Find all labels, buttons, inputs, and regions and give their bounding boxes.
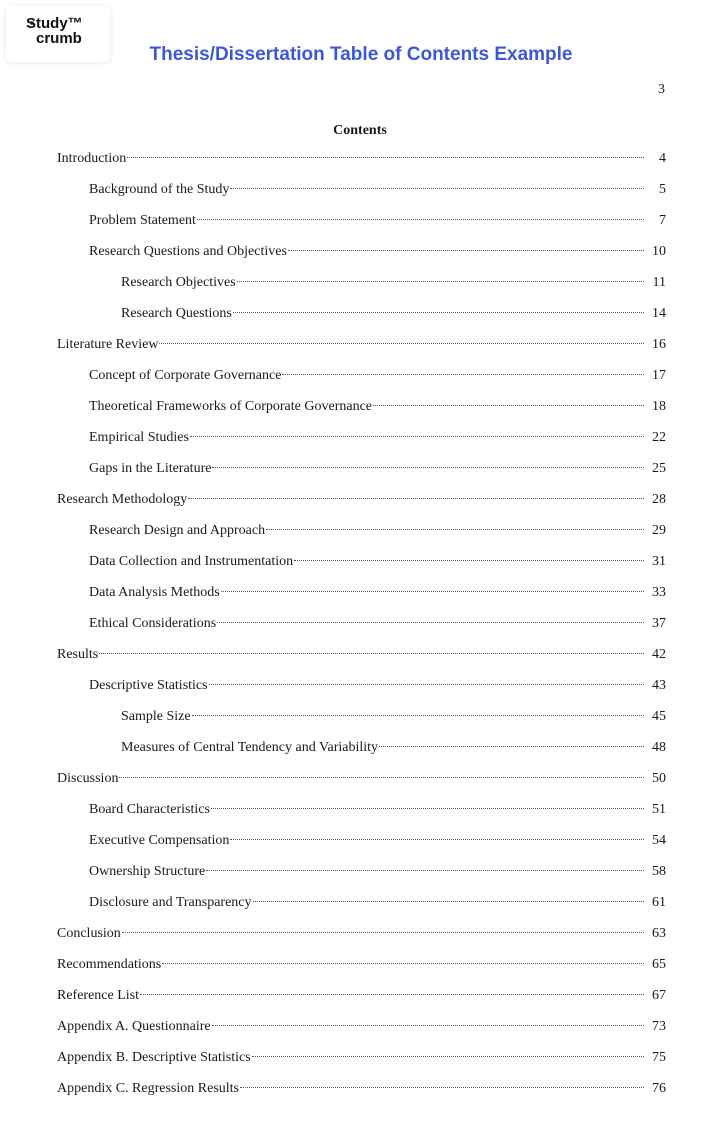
toc-dot-leader — [240, 1087, 644, 1088]
toc-entry-title: Sample Size — [121, 709, 191, 724]
toc-entry-title: Concept of Corporate Governance — [89, 368, 282, 383]
toc-entry-title: Executive Compensation — [89, 833, 230, 848]
toc-entry[interactable] — [57, 769, 666, 800]
toc-dot-leader — [159, 343, 644, 344]
toc-dot-leader — [266, 529, 644, 530]
toc-entry-title: Ownership Structure — [89, 864, 206, 879]
toc-dot-leader — [230, 839, 644, 840]
toc-dot-leader — [212, 467, 644, 468]
toc-entry-page: 45 — [652, 709, 666, 724]
toc-dot-leader — [192, 715, 644, 716]
toc-dot-leader — [379, 746, 644, 747]
toc-entry-title: Reference List — [57, 988, 140, 1003]
toc-entry-page: 31 — [652, 554, 666, 569]
toc-dot-leader — [288, 250, 644, 251]
toc-entry-title: Research Objectives — [121, 275, 236, 290]
toc-entry[interactable] — [57, 459, 666, 490]
toc-entry[interactable] — [57, 304, 666, 335]
toc-entry[interactable] — [57, 149, 666, 180]
toc-entry[interactable] — [57, 862, 666, 893]
toc-dot-leader — [217, 622, 644, 623]
logo-text — [26, 16, 83, 46]
toc-entry-title: Recommendations — [57, 957, 162, 972]
toc-dot-leader — [294, 560, 644, 561]
toc-entry[interactable] — [57, 645, 666, 676]
toc-entry-title: Research Methodology — [57, 492, 188, 507]
toc-dot-leader — [197, 219, 644, 220]
toc-entry-page: 16 — [652, 337, 666, 352]
toc-entry-page: 58 — [652, 864, 666, 879]
toc-entry-page: 61 — [652, 895, 666, 910]
toc-entry-page: 29 — [652, 523, 666, 538]
toc-entry-title: Descriptive Statistics — [89, 678, 208, 693]
toc-entry-title: Appendix B. Descriptive Statistics — [57, 1050, 251, 1065]
toc-entry[interactable] — [57, 893, 666, 924]
toc-entry-title: Ethical Considerations — [89, 616, 217, 631]
logo-line-2: crumb — [36, 30, 82, 47]
toc-entry[interactable] — [57, 955, 666, 986]
toc-entry-page: 25 — [652, 461, 666, 476]
toc-entry-title: Discussion — [57, 771, 119, 786]
toc-entry-title: Board Characteristics — [89, 802, 210, 817]
toc-dot-leader — [221, 591, 644, 592]
toc-entry-title: Theoretical Frameworks of Corporate Governance — [89, 399, 372, 414]
toc-entry[interactable] — [57, 490, 666, 521]
toc-entry[interactable] — [57, 397, 666, 428]
toc-entry[interactable] — [57, 1048, 666, 1079]
toc-entry[interactable] — [57, 211, 666, 242]
toc-dot-leader — [122, 932, 644, 933]
toc-entry-page: 4 — [659, 151, 666, 166]
toc-dot-leader — [253, 901, 644, 902]
toc-dot-leader — [230, 188, 644, 189]
toc-entry-title: Gaps in the Literature — [89, 461, 212, 476]
toc-entry[interactable] — [57, 428, 666, 459]
toc-entry-page: 65 — [652, 957, 666, 972]
toc-entry-title: Research Questions and Objectives — [89, 244, 287, 259]
toc-entry-title: Appendix C. Regression Results — [57, 1081, 239, 1096]
toc-entry[interactable] — [57, 800, 666, 831]
toc-entry-title: Background of the Study — [89, 182, 230, 197]
toc-entry[interactable] — [57, 986, 666, 1017]
toc-entry-page: 48 — [652, 740, 666, 755]
toc-dot-leader — [99, 653, 644, 654]
toc-entry[interactable] — [57, 924, 666, 955]
toc-entry[interactable] — [57, 1079, 666, 1110]
toc-entry[interactable] — [57, 707, 666, 738]
toc-entry-page: 51 — [652, 802, 666, 817]
toc-entry-title: Empirical Studies — [89, 430, 189, 445]
toc-entry-title: Disclosure and Transparency — [89, 895, 252, 910]
toc-entry-page: 5 — [659, 182, 666, 197]
toc-entry-page: 37 — [652, 616, 666, 631]
toc-entry[interactable] — [57, 335, 666, 366]
toc-entry[interactable] — [57, 242, 666, 273]
toc-entry[interactable] — [57, 1017, 666, 1048]
toc-dot-leader — [373, 405, 644, 406]
toc-entry-page: 18 — [652, 399, 666, 414]
toc-entry-title: Results — [57, 647, 99, 662]
toc-entry-page: 11 — [652, 275, 666, 290]
toc-entry-title: Introduction — [57, 151, 127, 166]
toc-dot-leader — [282, 374, 644, 375]
toc-entry[interactable] — [57, 738, 666, 769]
toc-entry-title: Data Analysis Methods — [89, 585, 220, 600]
page-heading: Thesis/Dissertation Table of Contents Example — [149, 44, 573, 65]
toc-dot-leader — [233, 312, 644, 313]
toc-dot-leader — [252, 1056, 644, 1057]
toc-entry-page: 63 — [652, 926, 666, 941]
toc-dot-leader — [140, 994, 644, 995]
toc-entry[interactable] — [57, 366, 666, 397]
toc-dot-leader — [206, 870, 644, 871]
toc-dot-leader — [127, 157, 644, 158]
toc-entry-title: Measures of Central Tendency and Variability — [121, 740, 379, 755]
toc-dot-leader — [119, 777, 644, 778]
toc-entry-page: 10 — [652, 244, 666, 259]
toc-entry-title: Problem Statement — [89, 213, 196, 228]
table-of-contents — [57, 149, 666, 1110]
toc-dot-leader — [162, 963, 644, 964]
toc-entry-page: 75 — [652, 1050, 666, 1065]
toc-entry-page: 28 — [652, 492, 666, 507]
toc-entry-page: 43 — [652, 678, 666, 693]
toc-entry-page: 42 — [652, 647, 666, 662]
toc-entry-title: Research Design and Approach — [89, 523, 266, 538]
toc-dot-leader — [188, 498, 644, 499]
toc-entry-title: Appendix A. Questionnaire — [57, 1019, 211, 1034]
contents-title: Contents — [333, 123, 387, 138]
toc-entry-page: 7 — [659, 213, 666, 228]
toc-entry-page: 17 — [652, 368, 666, 383]
toc-entry[interactable] — [57, 180, 666, 211]
page-number: 3 — [658, 82, 665, 97]
toc-entry[interactable] — [57, 521, 666, 552]
toc-entry-page: 14 — [652, 306, 666, 321]
toc-entry-page: 22 — [652, 430, 666, 445]
toc-entry[interactable] — [57, 583, 666, 614]
toc-entry-page: 54 — [652, 833, 666, 848]
toc-entry[interactable] — [57, 614, 666, 645]
toc-entry[interactable] — [57, 831, 666, 862]
toc-entry[interactable] — [57, 552, 666, 583]
toc-entry-title: Literature Review — [57, 337, 159, 352]
toc-dot-leader — [209, 684, 644, 685]
toc-entry[interactable] — [57, 676, 666, 707]
toc-dot-leader — [237, 281, 644, 282]
toc-dot-leader — [190, 436, 644, 437]
toc-entry-page: 50 — [652, 771, 666, 786]
logo-line-1: Study™ — [26, 15, 83, 32]
toc-entry-title: Research Questions — [121, 306, 232, 321]
toc-entry-title: Conclusion — [57, 926, 121, 941]
toc-entry-page: 33 — [652, 585, 666, 600]
toc-entry-page: 67 — [652, 988, 666, 1003]
toc-entry-page: 76 — [652, 1081, 666, 1096]
toc-entry-page: 73 — [652, 1019, 666, 1034]
toc-dot-leader — [211, 808, 644, 809]
toc-entry[interactable] — [57, 273, 666, 304]
toc-entry-title: Data Collection and Instrumentation — [89, 554, 294, 569]
toc-dot-leader — [212, 1025, 644, 1026]
